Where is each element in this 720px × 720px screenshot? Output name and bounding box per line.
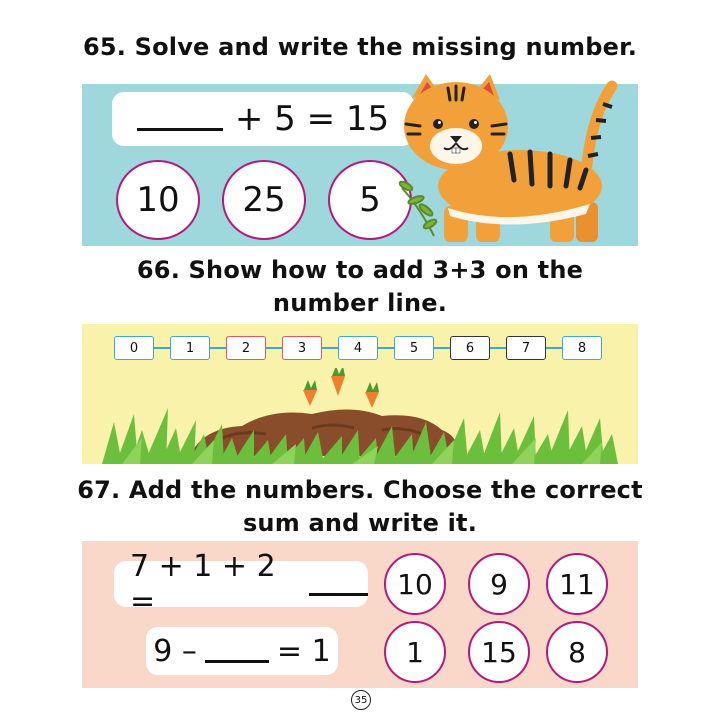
q67-answer-blank-2[interactable] xyxy=(205,656,269,663)
q67-row2-option-1[interactable]: 1 xyxy=(384,621,446,683)
q67-row1-option-1[interactable]: 10 xyxy=(384,553,446,615)
q67-equation-box-1 xyxy=(114,549,368,619)
q67-row2-option-3[interactable]: 8 xyxy=(546,621,608,683)
q65-answer-blank[interactable] xyxy=(137,124,223,131)
q67-row2-option-2[interactable]: 15 xyxy=(468,621,530,683)
q67-equation-1-text: 7 + 1 + 2 = xyxy=(130,549,276,619)
q67-row1-option-2[interactable]: 9 xyxy=(468,553,530,615)
q65-option-1[interactable]: 10 xyxy=(116,160,200,240)
q67-title-line2: sum and write it. xyxy=(242,509,478,537)
number-box-4[interactable]: 4 xyxy=(338,336,378,360)
q66-title-line2: number line. xyxy=(272,289,448,317)
number-line-connector xyxy=(322,347,338,349)
q67-row1-option-3[interactable]: 11 xyxy=(546,553,608,615)
q65-option-2[interactable]: 25 xyxy=(222,160,306,240)
carrot-icon xyxy=(365,382,379,408)
number-line-connector xyxy=(154,347,170,349)
q67-title-line1: 67. Add the numbers. Choose the correct xyxy=(77,476,643,504)
q65-option-3[interactable]: 5 xyxy=(328,160,412,240)
carrot-icon xyxy=(331,368,345,396)
number-line-connector xyxy=(210,347,226,349)
q65-title: 65. Solve and write the missing number. xyxy=(82,33,638,61)
number-line-connector xyxy=(378,347,394,349)
number-box-1[interactable]: 1 xyxy=(170,336,210,360)
number-box-2[interactable]: 2 xyxy=(226,336,266,360)
carrot-icon xyxy=(303,380,317,406)
number-box-0[interactable]: 0 xyxy=(114,336,154,360)
page-number: 35 xyxy=(351,690,371,710)
number-box-3[interactable]: 3 xyxy=(282,336,322,360)
number-box-6[interactable]: 6 xyxy=(450,336,490,360)
q65-equation-text: + 5 = 15 xyxy=(234,99,390,139)
number-box-8[interactable]: 8 xyxy=(562,336,602,360)
q67-equation-2-suffix: = 1 xyxy=(276,633,331,669)
number-line-connector xyxy=(266,347,282,349)
tiger-illustration xyxy=(390,68,630,250)
q67-panel xyxy=(82,541,638,688)
number-box-5[interactable]: 5 xyxy=(394,336,434,360)
q65-equation-box xyxy=(112,92,414,146)
q66-panel xyxy=(82,324,638,464)
number-line-connector xyxy=(490,347,506,349)
number-line xyxy=(114,336,602,360)
q66-title-line1: 66. Show how to add 3+3 on the xyxy=(136,256,584,284)
q67-answer-blank-1[interactable] xyxy=(309,589,368,596)
leaf-icon xyxy=(398,180,437,236)
q67-equation-2-prefix: 9 – xyxy=(153,633,197,669)
number-line-connector xyxy=(546,347,562,349)
number-line-connector xyxy=(434,347,450,349)
number-box-7[interactable]: 7 xyxy=(506,336,546,360)
carrot-garden-illustration xyxy=(82,368,638,464)
q67-equation-box-2 xyxy=(146,627,338,675)
